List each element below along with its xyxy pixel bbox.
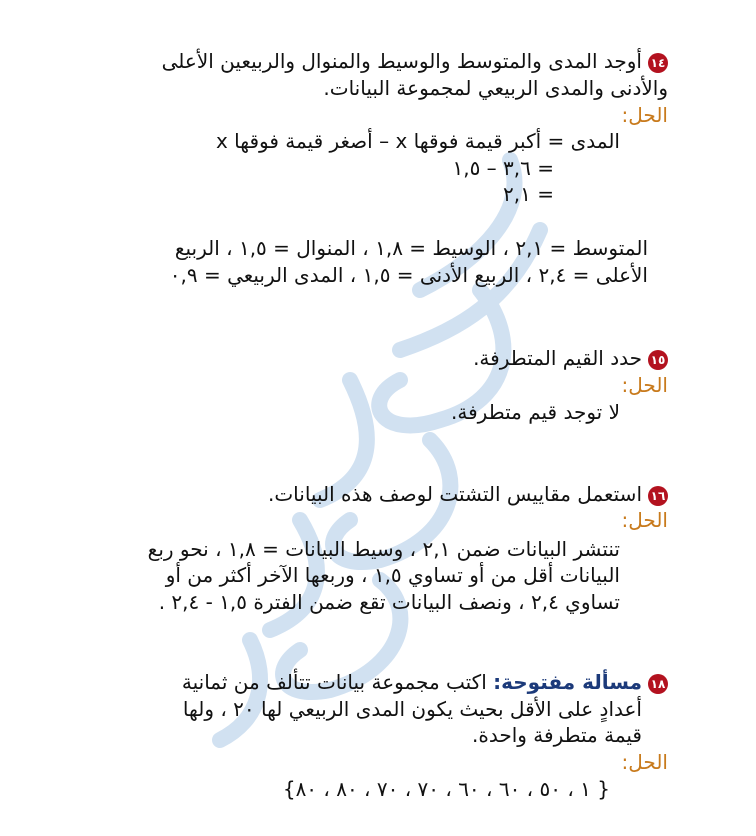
range-step-1: = ٣,٦ – ١,٥ — [452, 156, 554, 180]
statistics-line-2: الأعلى = ٢,٤ ، الربيع الأدنى = ١,٥ ، المدى الربيعي = ٠,٩ — [169, 263, 648, 287]
solution-label: الحل: — [621, 103, 668, 127]
question-18-continued-2 — [82, 722, 642, 749]
question-text: حدد القيم المتطرفة. — [473, 346, 642, 370]
question-14-continued — [88, 75, 668, 102]
open-problem-label: مسألة مفتوحة: — [493, 670, 642, 694]
question-18-continued — [82, 696, 642, 723]
question-number-badge: ١٤ — [648, 53, 668, 73]
range-step-2: = ٢,١ — [503, 182, 554, 206]
data-set-answer: { ١ ، ٥٠ ، ٦٠ ، ٦٠ ، ٧٠ ، ٧٠ ، ٨٠ ، ٨٠} — [282, 777, 610, 801]
question-number-badge: ١٥ — [648, 350, 668, 370]
question-text: أوجد المدى والمتوسط والوسيط والمنوال والربيعين الأعلى — [161, 49, 642, 73]
statistics-line-1: المتوسط = ٢,١ ، الوسيط = ١,٨ ، المنوال = ١,٥ ، الربيع — [174, 236, 648, 260]
question-14 — [88, 48, 668, 75]
question-number-badge: ١٨ — [648, 674, 668, 694]
question-18 — [88, 669, 668, 696]
question-15 — [88, 345, 668, 372]
question-number-badge: ١٦ — [648, 486, 668, 506]
solution-label: الحل: — [621, 373, 668, 397]
question-text: أعدادٍ على الأقل بحيث يكون المدى الربيعي لها ٢٠ ، ولها — [182, 697, 642, 721]
range-definition: المدى = أكبر قيمة فوقها x – أصغر قيمة فوقها x — [215, 129, 620, 153]
answer-text: لا توجد قيم متطرفة. — [451, 400, 620, 424]
question-16 — [88, 481, 668, 508]
question-text: استعمل مقاييس التشتت لوصف هذه البيانات. — [267, 482, 642, 506]
answer-line-2: البيانات أقل من أو تساوي ١,٥ ، وربعها الآخر أكثر من أو — [165, 563, 620, 587]
question-text: قيمة متطرفة واحدة. — [472, 723, 642, 747]
answer-line-3: تساوي ٢,٤ ، ونصف البيانات تقع ضمن الفترة ١,٥ - ٢,٤ . — [158, 590, 620, 614]
answer-line-1: تنتشر البيانات ضمن ٢,١ ، وسيط البيانات = ١,٨ ، نحو ربع — [147, 537, 620, 561]
solution-label: الحل: — [621, 750, 668, 774]
question-text: والأدنى والمدى الربيعي لمجموعة البيانات. — [323, 76, 668, 100]
solution-label: الحل: — [621, 508, 668, 532]
question-text: اكتب مجموعة بيانات تتألف من ثمانية — [181, 670, 494, 694]
